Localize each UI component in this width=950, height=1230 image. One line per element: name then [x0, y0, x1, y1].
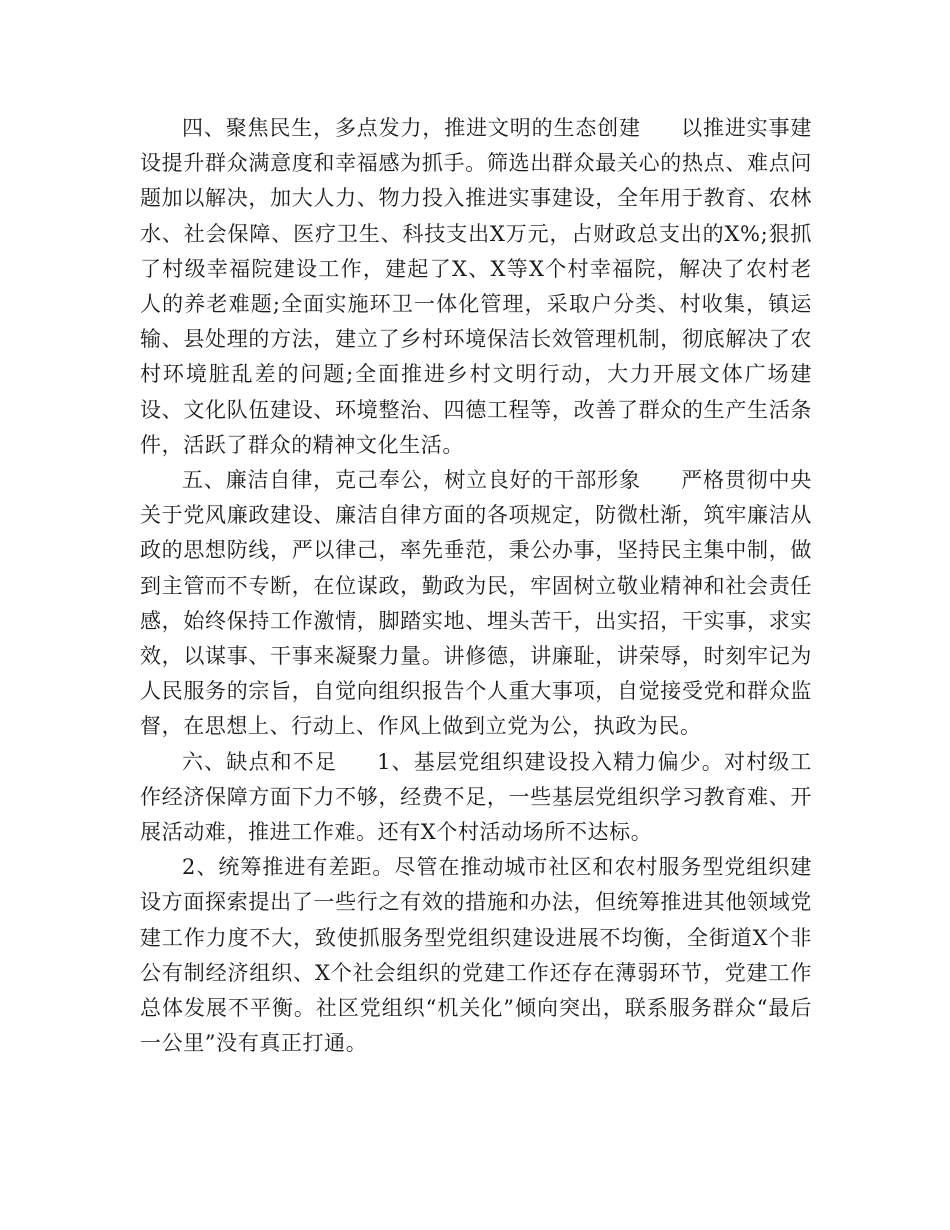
- paragraph-shortcomings: [140, 745, 812, 851]
- section-body-shortcomings: 1、基层党组织建设投入精力偏少。对村级工作经济保障方面下力不够，经费不足，一些基层党组织学习教育难、开展活动难，推进工作难。还有X个村活动场所不达标。: [140, 749, 813, 845]
- section-body-integrity: 严格贯彻中央关于党风廉政建设、廉洁自律方面的各项规定，防微杜渐，筑牢廉洁从政的思想防线，严以律己，率先垂范，秉公办事，坚持民主集中制，做到主管而不专断，在位谋政，勤政为民，牢固树立敬业精神和社会责任感，始终保持工作激情，脚踏实地、埋头苦干，出实招，干实事，求实效，以谋事、干事来凝聚力量。讲修德，讲廉耻，讲荣辱，时刻牢记为人民服务的宗旨，自觉向组织报告个人重大事项，自觉接受党和群众监督，在思想上、行动上、作风上做到立党为公，执政为民。: [140, 468, 812, 739]
- document-body: [140, 111, 812, 1061]
- section-heading-integrity: 五、廉洁自律，克己奉公，树立良好的干部形象: [182, 468, 641, 493]
- paragraph-coordination: [140, 850, 812, 1061]
- section-body-livelihood: 以推进实事建设提升群众满意度和幸福感为抓手。筛选出群众最关心的热点、难点问题加以解决，加大人力、物力投入推进实事建设，全年用于教育、农林水、社会保障、医疗卫生、科技支出X万元，占财政总支出的X%;狠抓了村级幸福院建设工作，建起了X、X等X个村幸福院，解决了农村老人的养老难题;全面实施环卫一体化管理，采取户分类、村收集，镇运输、县处理的方法，建立了乡村环境保洁长效管理机制，彻底解决了农村环境脏乱差的问题;全面推进乡村文明行动，大力开展文体广场建设、文化队伍建设、环境整治、四德工程等，改善了群众的生产生活条件，活跃了群众的精神文化生活。: [140, 116, 812, 457]
- section-body-coordination: 2、统筹推进有差距。尽管在推动城市社区和农村服务型党组织建设方面探索提出了一些行之有效的措施和办法，但统筹推进其他领域党建工作力度不大，致使抓服务型党组织建设进展不均衡，全街道X个非公有制经济组织、X个社会组织的党建工作还存在薄弱环节，党建工作总体发展不平衡。社区党组织“机关化”倾向突出，联系服务群众“最后一公里”没有真正打通。: [140, 855, 812, 1056]
- paragraph-livelihood: [140, 111, 812, 463]
- section-heading-shortcomings: 六、缺点和不足: [182, 749, 338, 774]
- section-heading-livelihood: 四、聚焦民生，多点发力，推进文明的生态创建: [182, 116, 641, 140]
- paragraph-integrity: [140, 463, 812, 745]
